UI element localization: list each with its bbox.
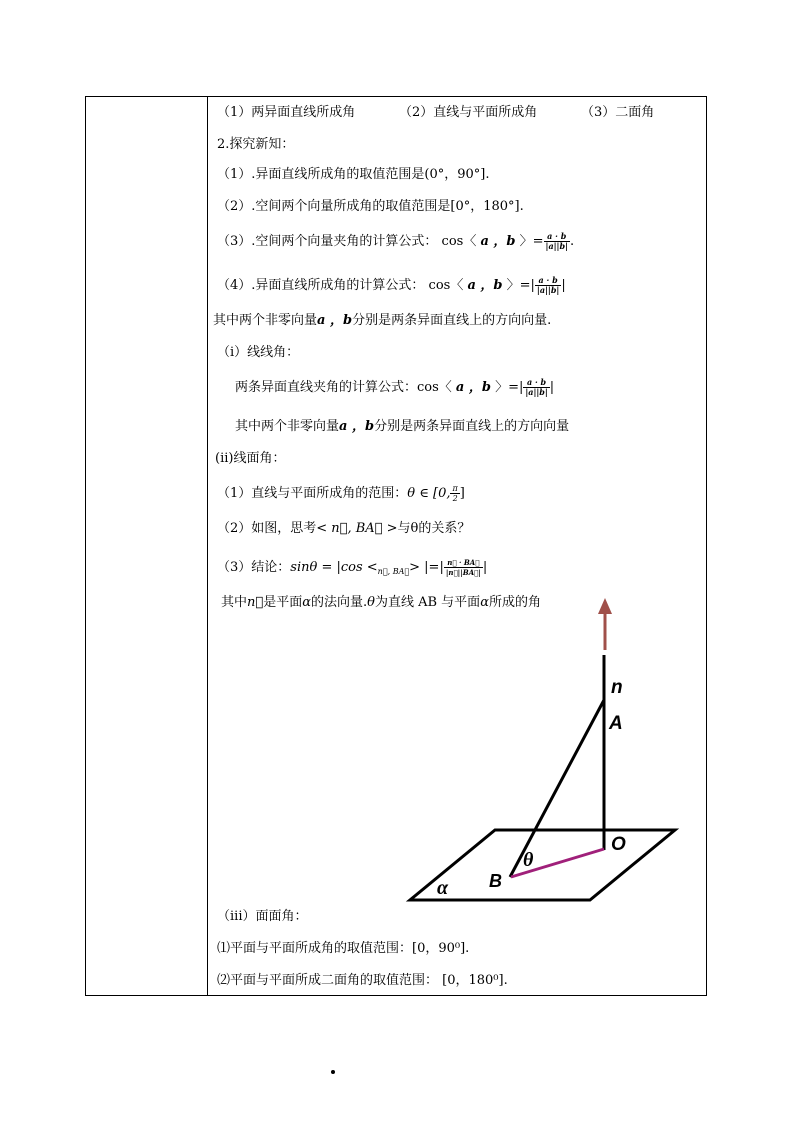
geometry-figure: [325, 500, 705, 910]
topic-3: （3）二面角: [581, 105, 655, 120]
formula-line-4: （4）.异面直线所成角的计算公式： cos〈 a ，b 〉=| $\frac{a \cdot b}{|a||b|}$ |: [217, 275, 566, 295]
label-n: n: [611, 677, 623, 698]
line-line-formula: 两条异面直线夹角的计算公式：cos〈 a ，b 〉=| $\frac{a \cdot b}{|a||b|}$ |: [235, 377, 555, 397]
formula-line-3: （3）.空间两个向量夹角的计算公式： cos〈 a ，b 〉= $\frac{a \cdot b}{|a||b|}$ .: [217, 231, 575, 251]
line-plane-question: （2）如图，思考< n⃗, BA⃗ >与θ的关系？: [217, 521, 471, 536]
pi-over-2: $\frac{\pi}{2}$: [452, 484, 458, 503]
plane-plane-range-2: ⑵平面与平面所成二面角的取值范围： [0，180⁰].: [217, 973, 508, 988]
plane-plane-heading: （iii）面面角：: [217, 909, 308, 924]
line-plane-conclusion: （3）结论：$\sin\theta = |\cos <_{n⃗, BA⃗}>$ |=| $\frac{n⃗ \cdot BA⃗}{|n⃗||BA⃗|}$ |: [217, 558, 488, 577]
plane-alpha: [410, 830, 675, 900]
cos-fraction: $\frac{a \cdot b}{|a||b|}$: [545, 231, 568, 251]
line-line-heading: （i）线线角：: [217, 345, 300, 360]
topic-1: （1）两异面直线所成角: [217, 105, 356, 120]
topics-line: [217, 104, 655, 122]
label-O: O: [611, 834, 626, 855]
range-line-1: （1）.异面直线所成角的取值范围是(0°，90°].: [217, 167, 490, 182]
page-marker-dot: [331, 1070, 335, 1074]
arrow-head-icon: [598, 598, 612, 614]
vector-note-1: 其中两个非零向量a ，b分别是两条异面直线上的方向向量.: [213, 313, 552, 328]
label-B: B: [489, 871, 502, 891]
vector-note-2: 其中两个非零向量a ，b分别是两条异面直线上的方向向量: [235, 419, 570, 434]
line-plane-range: （1）直线与平面所成角的范围：θ ∈ [0, $\frac{\pi}{2}$ ]: [217, 484, 465, 503]
left-column-cell: [86, 97, 208, 995]
range-line-2: （2）.空间两个向量所成角的取值范围是[0°，180°].: [217, 199, 524, 214]
topic-2: （2）直线与平面所成角: [399, 105, 538, 120]
normal-vector-note: 其中n⃗是平面α的法向量.θ为直线 AB 与平面α所成的角: [221, 595, 541, 610]
conclusion-fraction: $\frac{n⃗ \cdot BA⃗}{|n⃗||BA⃗|}$: [445, 558, 481, 577]
label-theta: θ: [523, 849, 534, 871]
line-line-fraction: $\frac{a \cdot b}{|a||b|}$: [525, 377, 548, 397]
label-alpha: α: [437, 877, 449, 899]
abs-cos-fraction: $\frac{a \cdot b}{|a||b|}$: [536, 275, 560, 295]
label-A: A: [609, 713, 623, 734]
plane-plane-range-1: ⑴平面与平面所成角的取值范围：[0，90⁰].: [217, 941, 470, 956]
section-heading: 2.探究新知：: [217, 137, 295, 152]
line-plane-heading: (ii)线面角：: [215, 451, 286, 466]
